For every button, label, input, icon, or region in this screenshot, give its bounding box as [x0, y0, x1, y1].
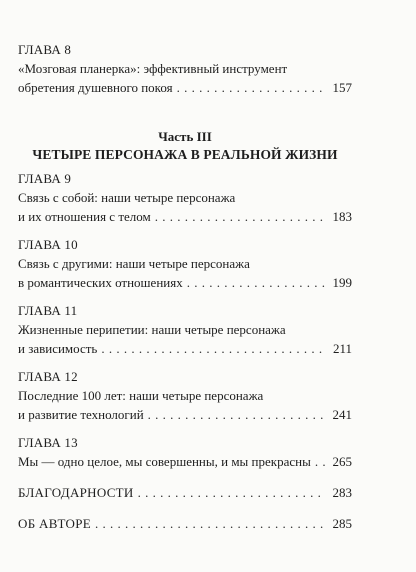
toc-entry-chapter-9 [18, 169, 352, 226]
table-of-contents [18, 40, 352, 533]
part-label: Часть III [158, 129, 212, 144]
page-number: 283 [332, 485, 352, 500]
toc-line [18, 483, 352, 502]
dot-leader [148, 405, 326, 424]
chapter-title-line: Связь с собой: наши четыре персонажа [18, 190, 236, 205]
toc-entry-chapter-8 [18, 40, 352, 97]
toc-line [18, 386, 352, 405]
chapter-title-line: Мы — одно целое, мы совершенны, и мы прекрасны [18, 454, 311, 469]
page-number: 241 [332, 407, 352, 422]
chapter-title-line: и зависимость [18, 341, 98, 356]
page-number: 199 [332, 275, 352, 290]
toc-line [18, 78, 352, 97]
chapter-label: ГЛАВА 9 [18, 171, 72, 186]
toc-line [18, 452, 352, 471]
page-number: 211 [332, 341, 352, 356]
dot-leader [187, 273, 326, 292]
part-title: ЧЕТЫРЕ ПЕРСОНАЖА В РЕАЛЬНОЙ ЖИЗНИ [32, 147, 338, 162]
dot-leader [138, 483, 326, 502]
toc-line [18, 207, 352, 226]
toc-entry-chapter-10 [18, 235, 352, 292]
chapter-title-line: «Мозговая планерка»: эффективный инструмент [18, 61, 288, 76]
chapter-label: ГЛАВА 8 [18, 42, 72, 57]
page-number: 183 [332, 209, 352, 224]
chapter-label: ГЛАВА 11 [18, 303, 78, 318]
toc-entry-about-author [18, 514, 352, 533]
chapter-title-line: и их отношения с телом [18, 209, 151, 224]
chapter-label: ГЛАВА 12 [18, 369, 78, 384]
toc-entry-chapter-13 [18, 433, 352, 471]
toc-entry-chapter-12 [18, 367, 352, 424]
page-number: 265 [332, 454, 352, 469]
chapter-title-line: обретения душевного покоя [18, 80, 173, 95]
toc-entry-acknowledgements [18, 483, 352, 502]
dot-leader [155, 207, 326, 226]
section-title: ОБ АВТОРЕ [18, 516, 92, 531]
section-title: БЛАГОДАРНОСТИ [18, 485, 134, 500]
dot-leader [101, 339, 326, 358]
page-number: 157 [332, 80, 352, 95]
toc-line [18, 320, 352, 339]
toc-line [18, 514, 352, 533]
chapter-title-line: Жизненные перипетии: наши четыре персонажа [18, 322, 286, 337]
chapter-label: ГЛАВА 10 [18, 237, 78, 252]
chapter-title-line: Последние 100 лет: наши четыре персонажа [18, 388, 264, 403]
page-number: 285 [332, 516, 352, 531]
chapter-title-line: и развитие технологий [18, 407, 144, 422]
chapter-title-line: Связь с другими: наши четыре персонажа [18, 256, 250, 271]
toc-entry-chapter-11 [18, 301, 352, 358]
toc-line [18, 188, 352, 207]
dot-leader [315, 452, 326, 471]
toc-line [18, 273, 352, 292]
part-heading [18, 128, 352, 165]
toc-line [18, 339, 352, 358]
dot-leader [177, 78, 326, 97]
toc-line [18, 405, 352, 424]
dot-leader [95, 514, 326, 533]
chapter-label: ГЛАВА 13 [18, 435, 78, 450]
toc-line [18, 59, 352, 78]
chapter-title-line: в романтических отношениях [18, 275, 183, 290]
toc-line [18, 254, 352, 273]
